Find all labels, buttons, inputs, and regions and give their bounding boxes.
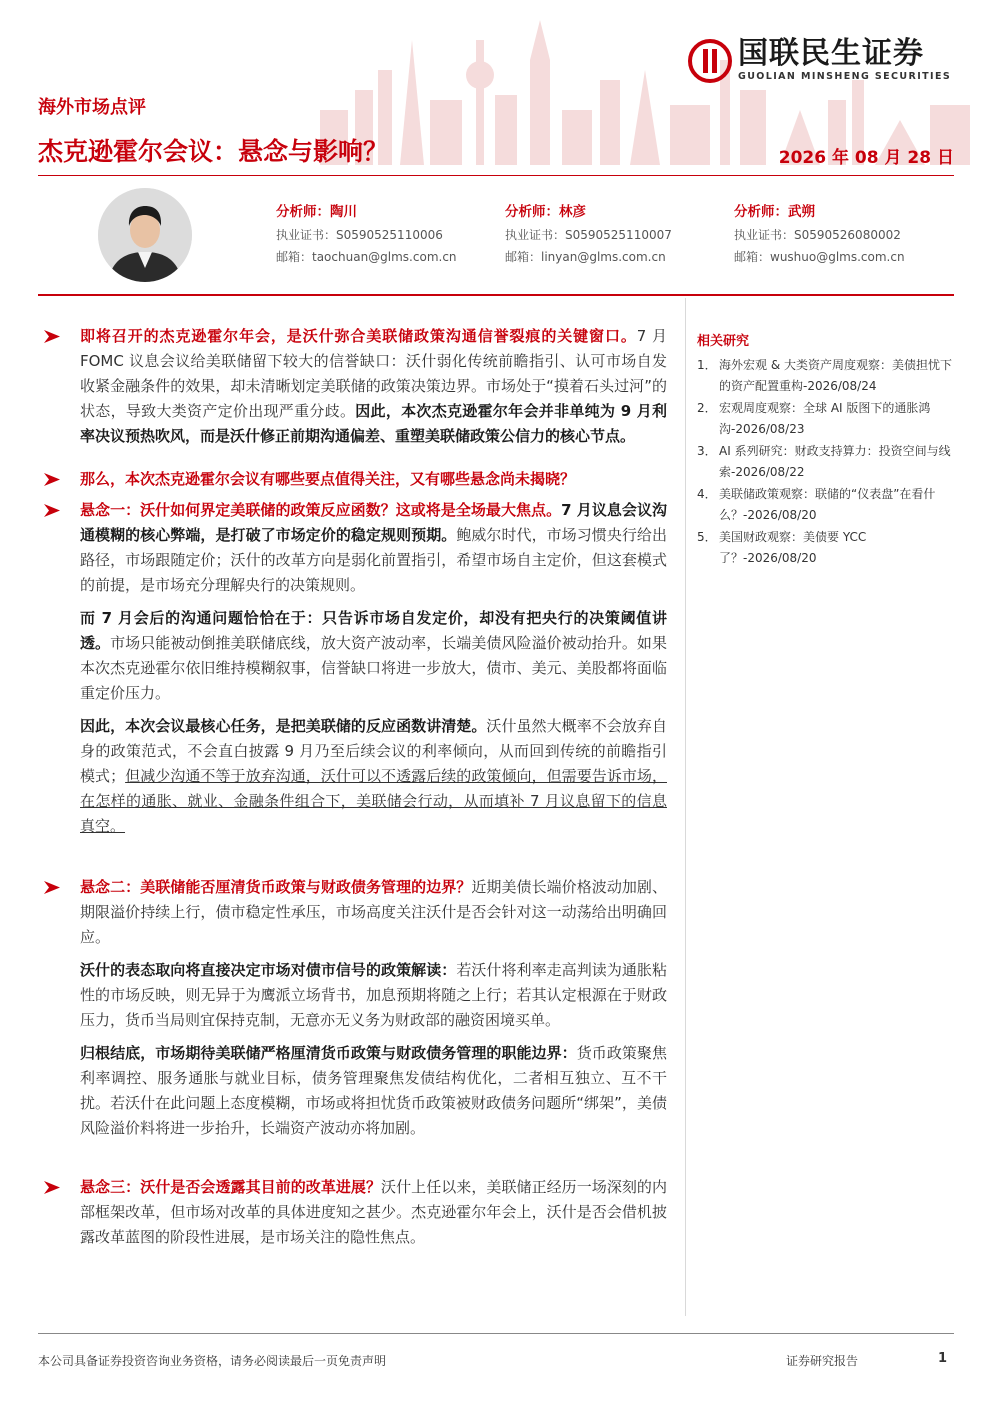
- analyst-name: 分析师：陶川: [276, 204, 357, 220]
- analyst-avatar: [98, 188, 192, 282]
- related-research-item[interactable]: [697, 441, 957, 483]
- subparagraph: [42, 1041, 667, 1141]
- related-research-item[interactable]: [697, 398, 957, 440]
- paragraph-text: 货币政策聚焦利率调控、服务通胀与就业目标，债务管理聚焦发债结构优化，二者相互独立、互不干扰。若沃什在此问题上态度模糊，市场或将担忧货币政策被财政债务问题所“绑架”，美债风险溢价料将进一步抬升，长端资产波动亦将加剧。: [80, 1044, 667, 1137]
- item-title[interactable]: 宏观周度观察：全球 AI 版图下的通胀鸿沟-2026/08/23: [719, 401, 931, 436]
- analyst-divider: [38, 294, 954, 296]
- item-number: 4．: [697, 487, 717, 501]
- paragraph-heading: 悬念二：美联储能否厘清货币政策与财政债务管理的边界？: [80, 878, 472, 896]
- paragraph-bold: 沃什的表态取向将直接决定市场对债市信号的政策解读：: [80, 961, 457, 979]
- main-content: [42, 324, 667, 1250]
- analyst-name: 分析师：林彦: [505, 204, 586, 220]
- item-number: 5．: [697, 530, 717, 544]
- analyst-name: 分析师：武朔: [734, 204, 815, 220]
- footer-disclaimer: 本公司具备证券投资咨询业务资格，请务必阅读最后一页免责声明: [38, 1354, 387, 1368]
- arrow-bullet-icon: [44, 504, 60, 517]
- paragraph-text: 若沃什将利率走高判读为通胀粘性的市场反映，则无异于为鹰派立场背书，加息预期将随之上行；若其认定根源在于财政压力，货币当局则宜保持克制，无意亦无义务为财政部的融资困境买单。: [80, 961, 667, 1029]
- section-suspense-3: [42, 1175, 667, 1250]
- subparagraph: [42, 958, 667, 1033]
- report-title: 杰克逊霍尔会议：悬念与影响？: [38, 137, 389, 166]
- paragraph-bold: 因此，本次杰克逊霍尔年会并非单纯为 9 月利率决议预热吹风，而是沃什修正前期沟通偏差、重塑美联储政策公信力的核心节点。: [80, 402, 667, 445]
- analyst-email[interactable]: 邮箱：linyan@glms.com.cn: [505, 250, 666, 264]
- paragraph-bold: 归根结底，市场期待美联储严格厘清货币政策与财政债务管理的职能边界：: [80, 1044, 577, 1062]
- paragraph-heading: 悬念一：沃什如何界定美联储的政策反应函数？这或将是全场最大焦点。: [80, 501, 562, 519]
- paragraph-heading: 即将召开的杰克逊霍尔年会，是沃什弥合美联储政策沟通信誉裂痕的关键窗口。: [80, 327, 637, 345]
- item-title[interactable]: 海外宏观 & 大类资产周度观察：美债担忧下的资产配置重构-2026/08/24: [719, 358, 952, 393]
- analyst-block-2: [505, 202, 672, 268]
- paragraph-bold: 而 7 月会后的沟通问题恰恰在于：只告诉市场自发定价，却没有把央行的决策阈值讲透。: [80, 609, 667, 652]
- section-suspense-2: [42, 875, 667, 950]
- related-research-sidebar: [697, 330, 957, 570]
- paragraph-text: 近期美债长端价格波动加剧、期限溢价持续上行，债市稳定性承压，市场高度关注沃什是否会针对这一动荡给出明确回应。: [80, 878, 667, 946]
- analyst-email[interactable]: 邮箱：taochuan@glms.com.cn: [276, 250, 457, 264]
- paragraph-text: 市场只能被动倒推美联储底线，放大资产波动率，长端美债风险溢价被动抬升。如果本次杰克逊霍尔依旧维持模糊叙事，信誉缺口将进一步放大，债市、美元、美股都将面临重定价压力。: [80, 634, 667, 702]
- subparagraph: [42, 606, 667, 706]
- header-divider: [38, 175, 954, 176]
- analyst-block-3: [734, 202, 905, 268]
- arrow-bullet-icon: [44, 473, 60, 486]
- paragraph-text: 沃什上任以来，美联储正经历一场深刻的内部框架改革，但市场对改革的具体进度知之甚少。杰克逊霍尔年会上，沃什是否会借机披露改革蓝图的阶段性进展，是市场关注的隐性焦点。: [80, 1178, 667, 1246]
- item-number: 3．: [697, 444, 717, 458]
- paragraph-heading: 悬念三：沃什是否会透露其目前的改革进展？: [80, 1178, 382, 1196]
- footer-divider: [38, 1333, 954, 1334]
- column-divider: [685, 298, 686, 1316]
- subparagraph: [42, 714, 667, 839]
- paragraph-underlined: 但减少沟通不等于放弃沟通，沃什可以不透露后续的政策倾向，但需要告诉市场，在怎样的通胀、就业、金融条件组合下，美联储会行动，从而填补 7 月议息留下的信息真空。: [80, 767, 667, 835]
- company-logo: [688, 38, 951, 83]
- analyst-email[interactable]: 邮箱：wushuo@glms.com.cn: [734, 250, 905, 264]
- item-title[interactable]: 美联储政策观察：联储的“仪表盘”在看什么？-2026/08/20: [719, 487, 936, 522]
- item-title[interactable]: 美国财政观察：美债要 YCC 了？-2026/08/20: [719, 530, 867, 565]
- paragraph-text: 鲍威尔时代，市场习惯央行给出路径，市场跟随定价；沃什的改革方向是弱化前置指引，希望市场自主定价，但这套模式的前提，是市场充分理解央行的决策规则。: [80, 526, 667, 594]
- sidebar-title: 相关研究: [697, 334, 750, 349]
- paragraph-text: 7 月 FOMC 议息会议给美联储留下较大的信誉缺口：沃什弱化传统前瞻指引、认可市场自发收紧金融条件的效果，却未清晰划定美联储的政策决策边界。市场处于“摸着石头过河”的状态，导致大类资产定价出现严重分歧。: [80, 327, 668, 420]
- section-intro: [42, 324, 667, 449]
- analyst-block-1: [276, 202, 457, 268]
- paragraph-heading: 那么，本次杰克逊霍尔会议有哪些要点值得关注，又有哪些悬念尚未揭晓？: [80, 470, 576, 488]
- paragraph-bold: 因此，本次会议最核心任务，是把美联储的反应函数讲清楚。: [80, 717, 487, 735]
- report-date: 2026 年 08 月 28 日: [778, 148, 954, 168]
- analyst-license: 执业证书：S0590526080002: [734, 228, 901, 242]
- footer-report-label: 证券研究报告: [786, 1354, 859, 1368]
- analyst-license: 执业证书：S0590525110006: [276, 228, 443, 242]
- page-number: 1: [938, 1351, 948, 1366]
- item-title[interactable]: AI 系列研究：财政支持算力：投资空间与线索-2026/08/22: [719, 444, 951, 479]
- guolian-logo-icon: [688, 39, 732, 83]
- analyst-license: 执业证书：S0590525110007: [505, 228, 672, 242]
- arrow-bullet-icon: [44, 881, 60, 894]
- person-photo-icon: [98, 188, 192, 282]
- related-research-item[interactable]: [697, 527, 957, 569]
- arrow-bullet-icon: [44, 1181, 60, 1194]
- section-suspense-1: [42, 498, 667, 598]
- item-number: 2．: [697, 401, 717, 415]
- related-research-item[interactable]: [697, 355, 957, 397]
- report-type: 海外市场点评: [38, 97, 146, 118]
- arrow-bullet-icon: [44, 330, 60, 343]
- section-question: [42, 467, 667, 492]
- item-number: 1．: [697, 358, 717, 372]
- logo-english-name: GUOLIAN MINSHENG SECURITIES: [738, 71, 952, 82]
- related-research-item[interactable]: [697, 484, 957, 526]
- logo-chinese-name: 国联民生证券: [738, 36, 924, 71]
- paragraph-bold: 7 月议息会议沟通模糊的核心弊端，是打破了市场定价的稳定规则预期。: [80, 501, 667, 544]
- paragraph-text: 沃什虽然大概率不会放弃自身的政策范式，不会直白披露 9 月乃至后续会议的利率倾向，从而回到传统的前瞻指引模式；: [80, 717, 667, 785]
